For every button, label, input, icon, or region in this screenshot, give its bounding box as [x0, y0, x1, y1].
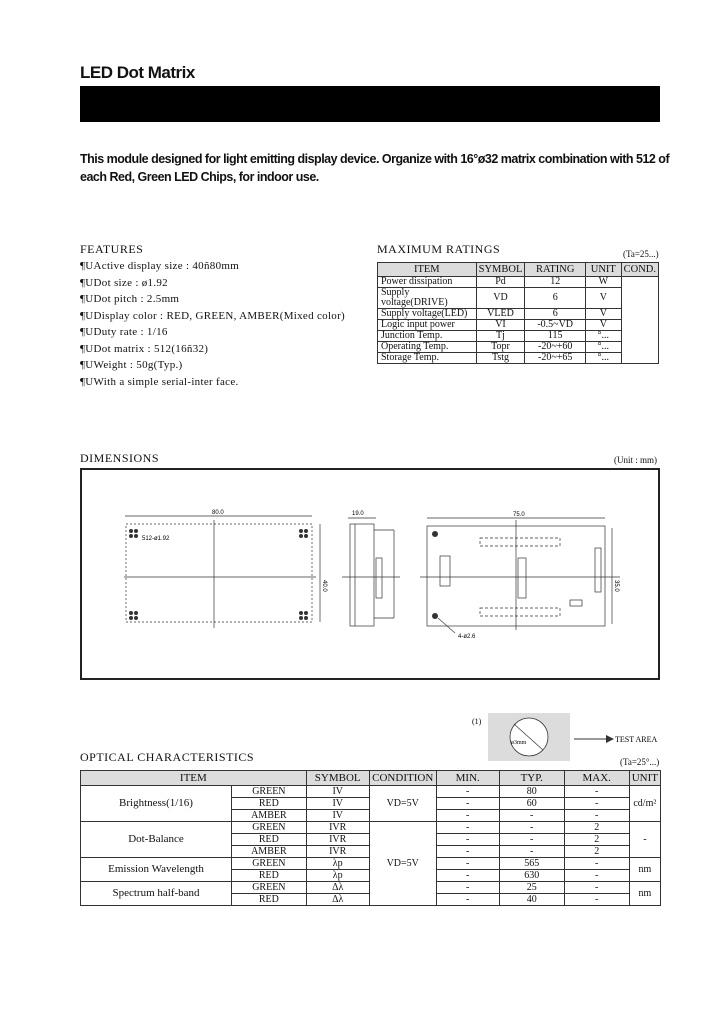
- cell: V: [586, 309, 622, 320]
- cell: -: [564, 798, 629, 810]
- feature-item: ¶UActive display size : 40ñ80mm: [80, 260, 240, 272]
- cell: RED: [232, 894, 307, 906]
- cell: Tstg: [476, 353, 525, 364]
- cell: W: [586, 277, 622, 288]
- dim-dots-label: 512-ø1.92: [142, 536, 170, 542]
- dot-icon: [304, 611, 308, 615]
- cell: IVR: [306, 846, 369, 858]
- cell: Pd: [476, 277, 525, 288]
- pcb-view: [420, 518, 620, 630]
- cell: 565: [499, 858, 564, 870]
- cell: 80: [499, 786, 564, 798]
- feature-item: ¶UDisplay color : RED, GREEN, AMBER(Mixed color): [80, 309, 346, 322]
- table-row: [81, 822, 661, 834]
- chip: [518, 558, 526, 598]
- cell: VI: [476, 320, 525, 331]
- test-area-marker: (1): [472, 717, 482, 726]
- cell: Tj: [476, 331, 525, 342]
- cell: IV: [306, 810, 369, 822]
- table-row: [378, 353, 659, 364]
- cell: Supply voltage(LED): [378, 309, 477, 320]
- cell: RED: [232, 870, 307, 882]
- chip-row: [480, 538, 560, 546]
- cell: -: [499, 810, 564, 822]
- feature-item: ¶UWith a simple serial-inter face.: [80, 375, 239, 388]
- cell: -: [436, 846, 499, 858]
- test-area-label: TEST AREA: [615, 735, 658, 744]
- mounting-hole-icon: [432, 531, 438, 537]
- dot-corner-clusters: [129, 529, 308, 620]
- arrow-right-icon: [606, 735, 614, 743]
- connector: [376, 558, 382, 598]
- dot-icon: [299, 534, 303, 538]
- chip-row: [480, 608, 560, 616]
- col-header: SYMBOL: [306, 771, 369, 786]
- dimension-drawing: [80, 468, 660, 680]
- dot-icon: [129, 534, 133, 538]
- cell: Logic input power: [378, 320, 477, 331]
- cell: -: [436, 786, 499, 798]
- condition-cell: VD=5V: [369, 786, 436, 822]
- cell: λp: [306, 858, 369, 870]
- cell: RED: [232, 834, 307, 846]
- col-header: TYP.: [499, 771, 564, 786]
- max-ratings-heading: MAXIMUM RATINGS: [377, 242, 501, 256]
- feature-item: ¶UDot pitch : 2.5mm: [80, 293, 180, 305]
- cell: λp: [306, 870, 369, 882]
- dimensions-unit-note: (Unit : mm): [614, 455, 657, 465]
- pcb-holes: [432, 531, 438, 619]
- unit-cell: cd/m²: [629, 786, 660, 822]
- cell: -: [564, 786, 629, 798]
- unit-cell: -: [629, 822, 660, 858]
- cell: VD: [476, 288, 525, 309]
- dot-icon: [134, 534, 138, 538]
- cell: -: [564, 870, 629, 882]
- col-header: CONDITION: [369, 771, 436, 786]
- dim-height-label: 40.0: [321, 580, 327, 592]
- features-list: [80, 258, 345, 390]
- cond-cell: [621, 277, 658, 364]
- cell: RED: [232, 798, 307, 810]
- cell: Junction Temp.: [378, 331, 477, 342]
- cell: GREEN: [232, 882, 307, 894]
- col-header: UNIT: [629, 771, 660, 786]
- table-row: [81, 786, 661, 798]
- connector: [595, 548, 601, 592]
- cell: °...: [586, 342, 622, 353]
- optical-note: (Ta=25°...): [620, 757, 660, 767]
- table-row: [378, 288, 659, 309]
- cell: -: [499, 834, 564, 846]
- cell: -20~+65: [525, 353, 586, 364]
- cell: -: [436, 894, 499, 906]
- col-header: RATING: [525, 263, 586, 277]
- cell: 115: [525, 331, 586, 342]
- table-row: [378, 309, 659, 320]
- dot-icon: [134, 529, 138, 533]
- side-outline: [350, 524, 374, 626]
- cell: GREEN: [232, 858, 307, 870]
- col-header: UNIT: [586, 263, 622, 277]
- cell: Supply voltage(DRIVE): [378, 288, 477, 309]
- max-ratings-table: [377, 262, 659, 364]
- title-bar: [80, 86, 660, 122]
- dim-width-label: 80.0: [212, 510, 224, 516]
- feature-item: ¶UDuty rate : 1/16: [80, 326, 168, 338]
- cell: AMBER: [232, 846, 307, 858]
- cell: 2: [564, 846, 629, 858]
- unit-cell: nm: [629, 882, 660, 906]
- feature-item: ¶UDot matrix : 512(16ñ32): [80, 342, 209, 355]
- side-view: [342, 518, 400, 626]
- col-header: ITEM: [81, 771, 307, 786]
- cell: V: [586, 288, 622, 309]
- cell: °...: [586, 331, 622, 342]
- table-header-row: [81, 771, 661, 786]
- cell: -: [436, 834, 499, 846]
- cell: VLED: [476, 309, 525, 320]
- col-header: MIN.: [436, 771, 499, 786]
- dot-icon: [304, 534, 308, 538]
- dot-icon: [129, 529, 133, 533]
- cell: 12: [525, 277, 586, 288]
- test-spot-label: ø3mm: [511, 740, 527, 746]
- table-header-row: [378, 263, 659, 277]
- cell: -0.5~VD: [525, 320, 586, 331]
- group-label: Dot-Balance: [81, 822, 232, 858]
- cell: 6: [525, 288, 586, 309]
- optical-heading: OPTICAL CHARACTERISTICS: [80, 750, 255, 764]
- dot-icon: [129, 616, 133, 620]
- dim-pcb-width-label: 75.0: [513, 512, 525, 518]
- cell: Δλ: [306, 882, 369, 894]
- cell: V: [586, 320, 622, 331]
- cell: IV: [306, 786, 369, 798]
- group-label: Spectrum half-band: [81, 882, 232, 906]
- cell: -20~+60: [525, 342, 586, 353]
- dot-icon: [299, 611, 303, 615]
- cell: Power dissipation: [378, 277, 477, 288]
- cell: -: [436, 882, 499, 894]
- cell: 6: [525, 309, 586, 320]
- cell: Storage Temp.: [378, 353, 477, 364]
- cell: Operating Temp.: [378, 342, 477, 353]
- cell: 2: [564, 822, 629, 834]
- condition-cell: VD=5V: [369, 822, 436, 906]
- cell: IVR: [306, 834, 369, 846]
- cell: -: [564, 858, 629, 870]
- unit-cell: nm: [629, 858, 660, 882]
- group-label: Brightness(1/16): [81, 786, 232, 822]
- page-title: LED Dot Matrix: [80, 63, 195, 82]
- dimensions-heading: DIMENSIONS: [80, 451, 160, 465]
- cell: 2: [564, 834, 629, 846]
- chip: [570, 600, 582, 606]
- table-row: [378, 320, 659, 331]
- cell: Topr: [476, 342, 525, 353]
- cell: °...: [586, 353, 622, 364]
- cell: -: [436, 798, 499, 810]
- cell: AMBER: [232, 810, 307, 822]
- optical-table: [80, 770, 661, 906]
- cell: -: [436, 822, 499, 834]
- cell: -: [499, 846, 564, 858]
- dim-holes-label: 4-ø2.6: [458, 634, 476, 640]
- cell: -: [436, 810, 499, 822]
- table-row: [378, 277, 659, 288]
- cell: -: [436, 870, 499, 882]
- intro-text: This module designed for light emitting display device. Organize with 16°ø32 matrix combination with 512 of each Red, Green LED Chips, for indoor use.: [80, 152, 670, 184]
- cell: IVR: [306, 822, 369, 834]
- max-ratings-note: (Ta=25...): [623, 249, 659, 259]
- dot-icon: [134, 611, 138, 615]
- cell: 60: [499, 798, 564, 810]
- col-header: MAX.: [564, 771, 629, 786]
- cell: Δλ: [306, 894, 369, 906]
- col-header: COND.: [621, 263, 658, 277]
- cell: IV: [306, 798, 369, 810]
- dot-icon: [304, 529, 308, 533]
- front-view: [124, 516, 320, 628]
- mounting-hole-icon: [432, 613, 438, 619]
- dim-pcb-height-label: 35.0: [613, 580, 619, 592]
- table-row: [378, 331, 659, 342]
- dim-depth-label: 19.0: [352, 511, 364, 517]
- dot-icon: [129, 611, 133, 615]
- chip: [440, 556, 450, 586]
- col-header: ITEM: [378, 263, 477, 277]
- dot-icon: [134, 616, 138, 620]
- feature-item: ¶UWeight : 50g(Typ.): [80, 359, 183, 371]
- group-label: Emission Wavelength: [81, 858, 232, 882]
- cell: -: [564, 882, 629, 894]
- dot-icon: [299, 529, 303, 533]
- cell: -: [564, 810, 629, 822]
- cell: GREEN: [232, 786, 307, 798]
- table-row: [378, 342, 659, 353]
- cell: GREEN: [232, 822, 307, 834]
- leader-line: [438, 618, 455, 633]
- cell: 630: [499, 870, 564, 882]
- cell: 25: [499, 882, 564, 894]
- feature-item: ¶UDot size : ø1.92: [80, 276, 168, 289]
- cell: 40: [499, 894, 564, 906]
- col-header: SYMBOL: [476, 263, 525, 277]
- cell: -: [564, 894, 629, 906]
- cell: -: [499, 822, 564, 834]
- dot-icon: [304, 616, 308, 620]
- dot-icon: [299, 616, 303, 620]
- features-heading: FEATURES: [80, 242, 144, 256]
- cell: -: [436, 858, 499, 870]
